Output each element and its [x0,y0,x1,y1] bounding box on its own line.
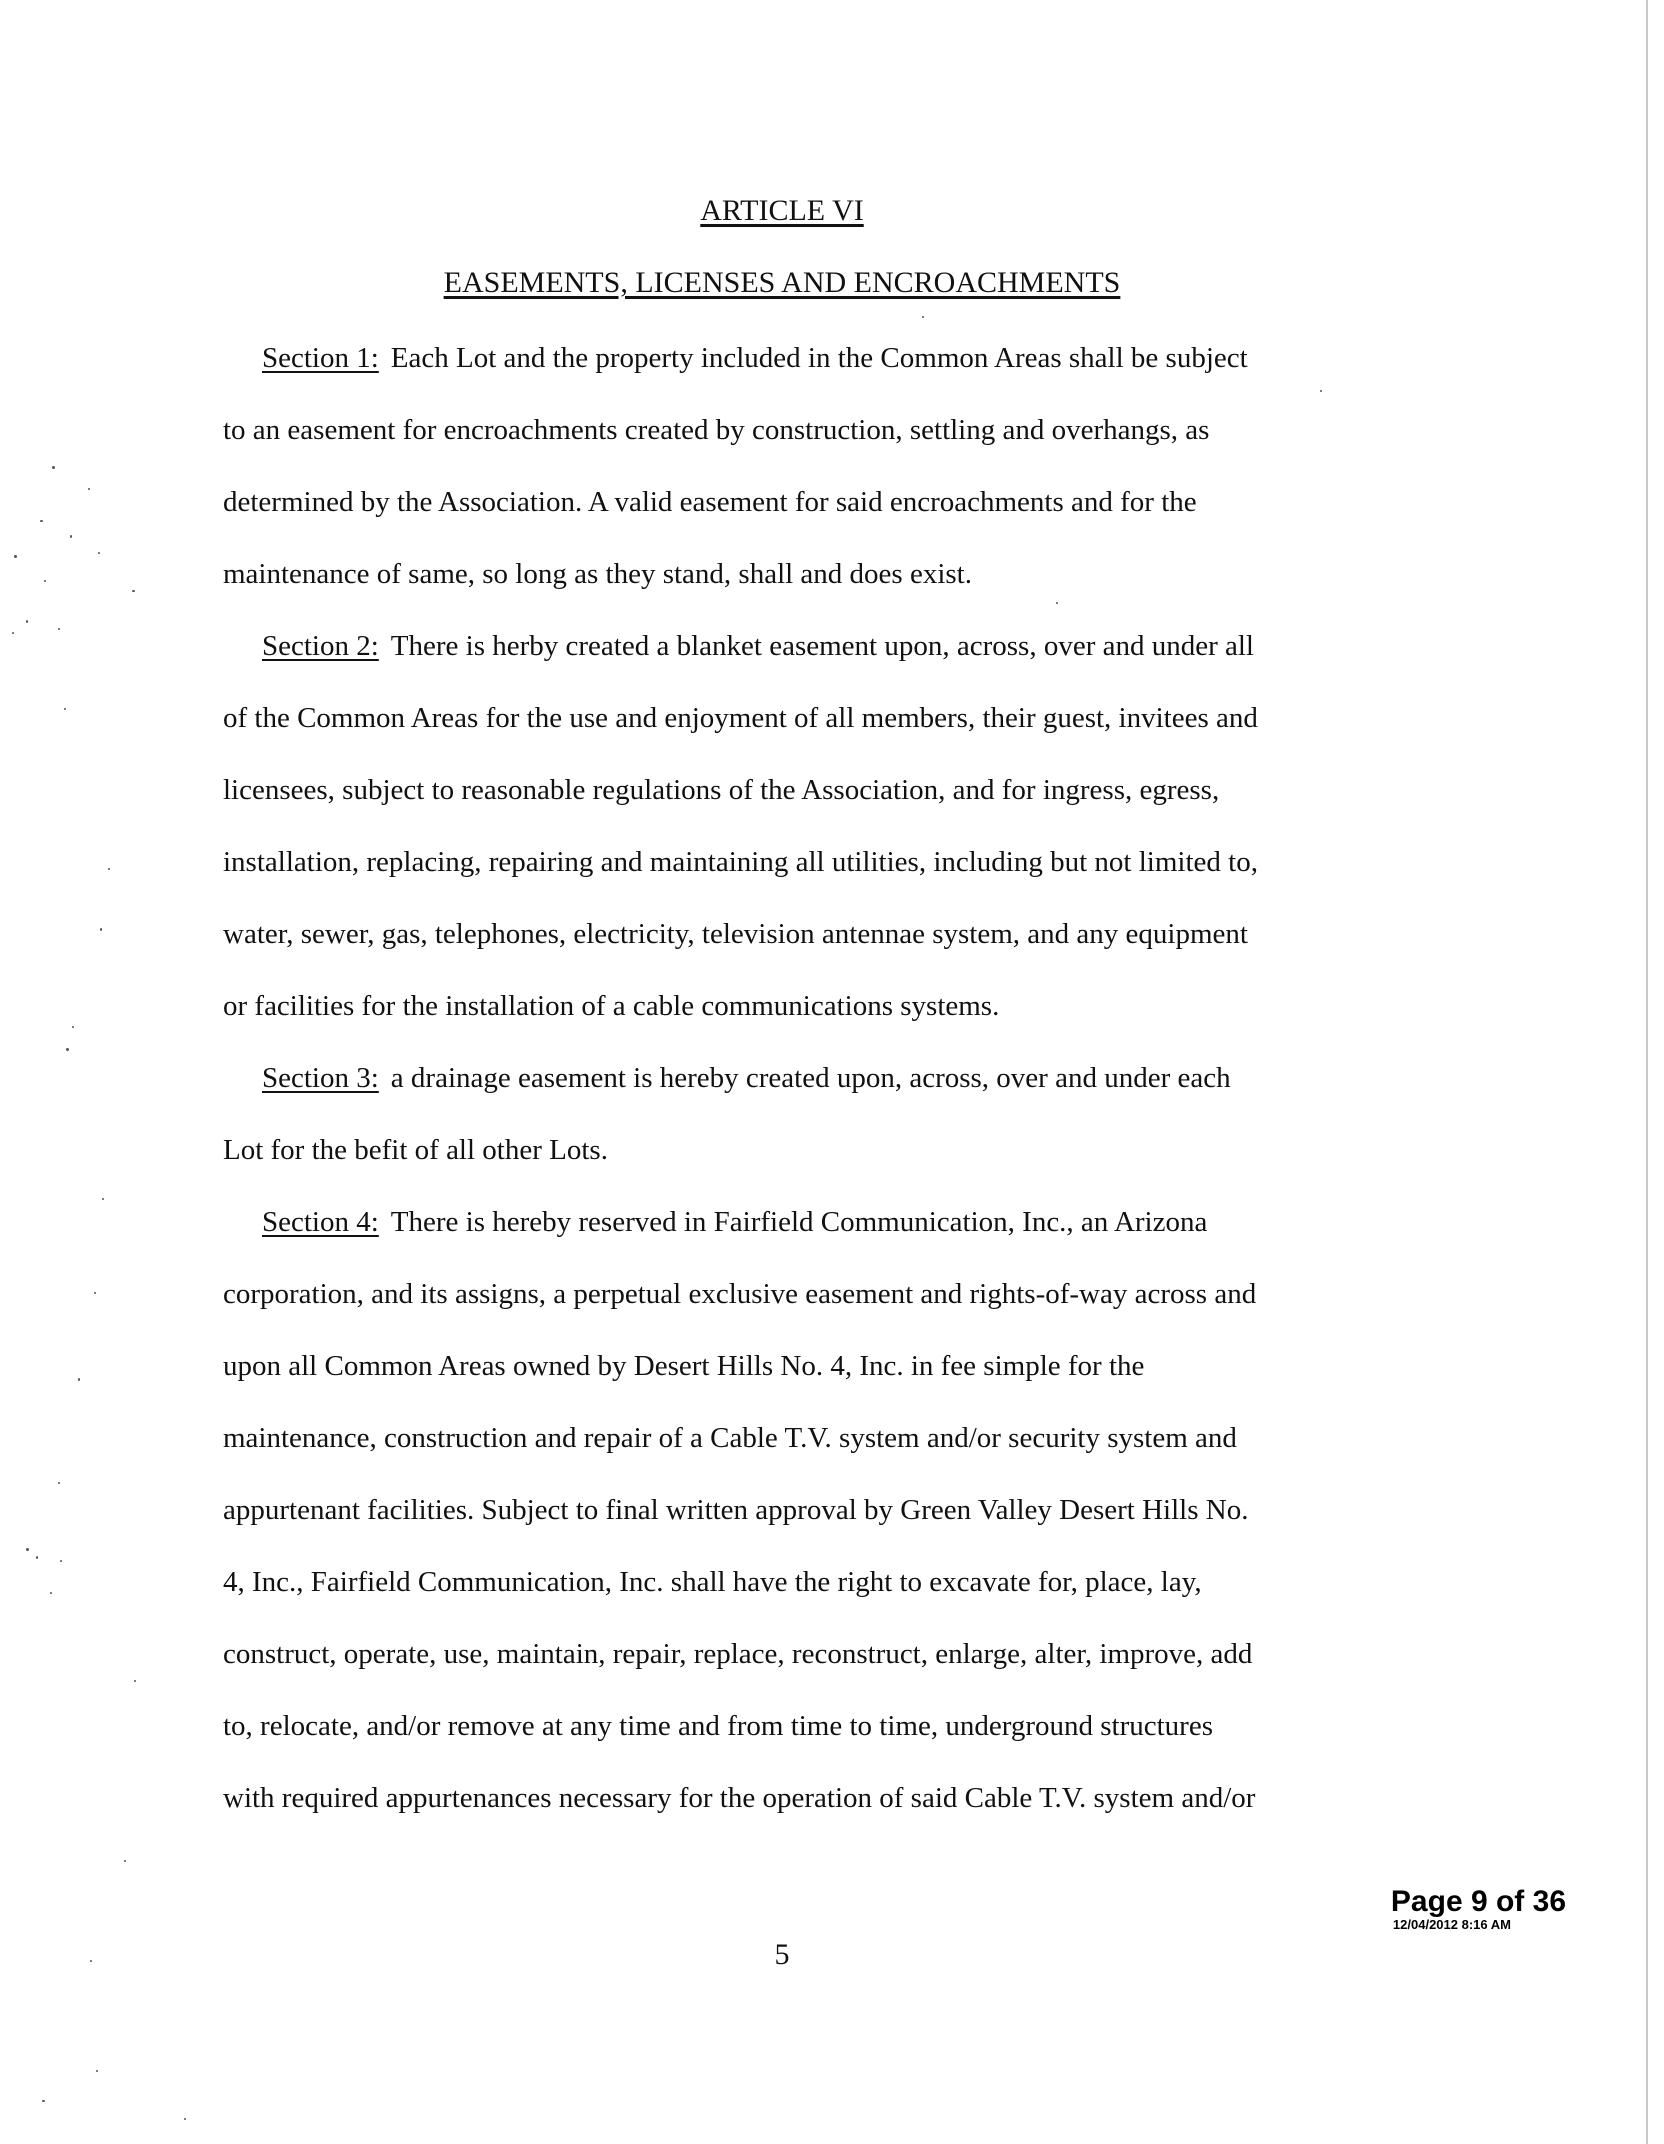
section-3-label: Section 3: [262,1062,379,1094]
section-1-line-1: Section 1: Each Lot and the property included in the Common Areas shall be subject [262,342,1248,374]
section-3-line-2: Lot for the befit of all other Lots. [223,1134,608,1166]
section-1-line-3: determined by the Association. A valid easement for said encroachments and for the [223,486,1197,518]
section-2-line-5: water, sewer, gas, telephones, electricity, television antennae system, and any equipment [223,918,1248,950]
section-2-line-1: Section 2: There is herby created a blanket easement upon, across, over and under all [262,630,1254,662]
section-2-label: Section 2: [262,630,379,662]
section-1-label: Section 1: [262,342,379,374]
section-4-line-8: to, relocate, and/or remove at any time and from time to time, underground structures [223,1710,1213,1742]
section-4-label: Section 4: [262,1206,379,1238]
section-4-line-2: corporation, and its assigns, a perpetual exclusive easement and rights-of-way across and [223,1278,1257,1310]
section-4-line-6: 4, Inc., Fairfield Communication, Inc. shall have the right to excavate for, place, lay, [223,1566,1202,1598]
section-2-line-2: of the Common Areas for the use and enjoyment of all members, their guest, invitees and [223,702,1258,734]
section-1-line-2: to an easement for encroachments created by construction, settling and overhangs, as [223,414,1210,446]
section-4-line-7: construct, operate, use, maintain, repair, replace, reconstruct, enlarge, alter, improve, add [223,1638,1253,1670]
section-4-line-9: with required appurtenances necessary for the operation of said Cable T.V. system and/or [223,1782,1256,1814]
section-4-line-5: appurtenant facilities. Subject to final written approval by Green Valley Desert Hills No. [223,1494,1249,1526]
page-number: 5 [774,1938,790,1971]
section-4-line-4: maintenance, construction and repair of a Cable T.V. system and/or security system and [223,1422,1237,1454]
scan-edge-line [1646,0,1648,2144]
page-stamp-datetime: 12/04/2012 8:16 AM [1392,1917,1511,1932]
article-title: ARTICLE VI [700,194,864,227]
section-1-line-4: maintenance of same, so long as they stand, shall and does exist. [223,558,972,590]
section-4-line-3: upon all Common Areas owned by Desert Hills No. 4, Inc. in fee simple for the [223,1350,1145,1382]
page-stamp-count: Page 9 of 36 [1390,1885,1566,1918]
section-2-line-6: or facilities for the installation of a cable communications systems. [223,990,1000,1022]
section-2-line-4: installation, replacing, repairing and maintaining all utilities, including but not limited to, [223,846,1258,878]
section-3-line-1: Section 3: a drainage easement is hereby created upon, across, over and under each [262,1062,1231,1094]
section-4-line-1: Section 4: There is hereby reserved in Fairfield Communication, Inc., an Arizona [262,1206,1208,1238]
section-2-line-3: licensees, subject to reasonable regulations of the Association, and for ingress, egress, [223,774,1220,806]
article-subtitle: EASEMENTS, LICENSES AND ENCROACHMENTS [443,266,1121,299]
page-stamp [1391,1886,1566,1932]
